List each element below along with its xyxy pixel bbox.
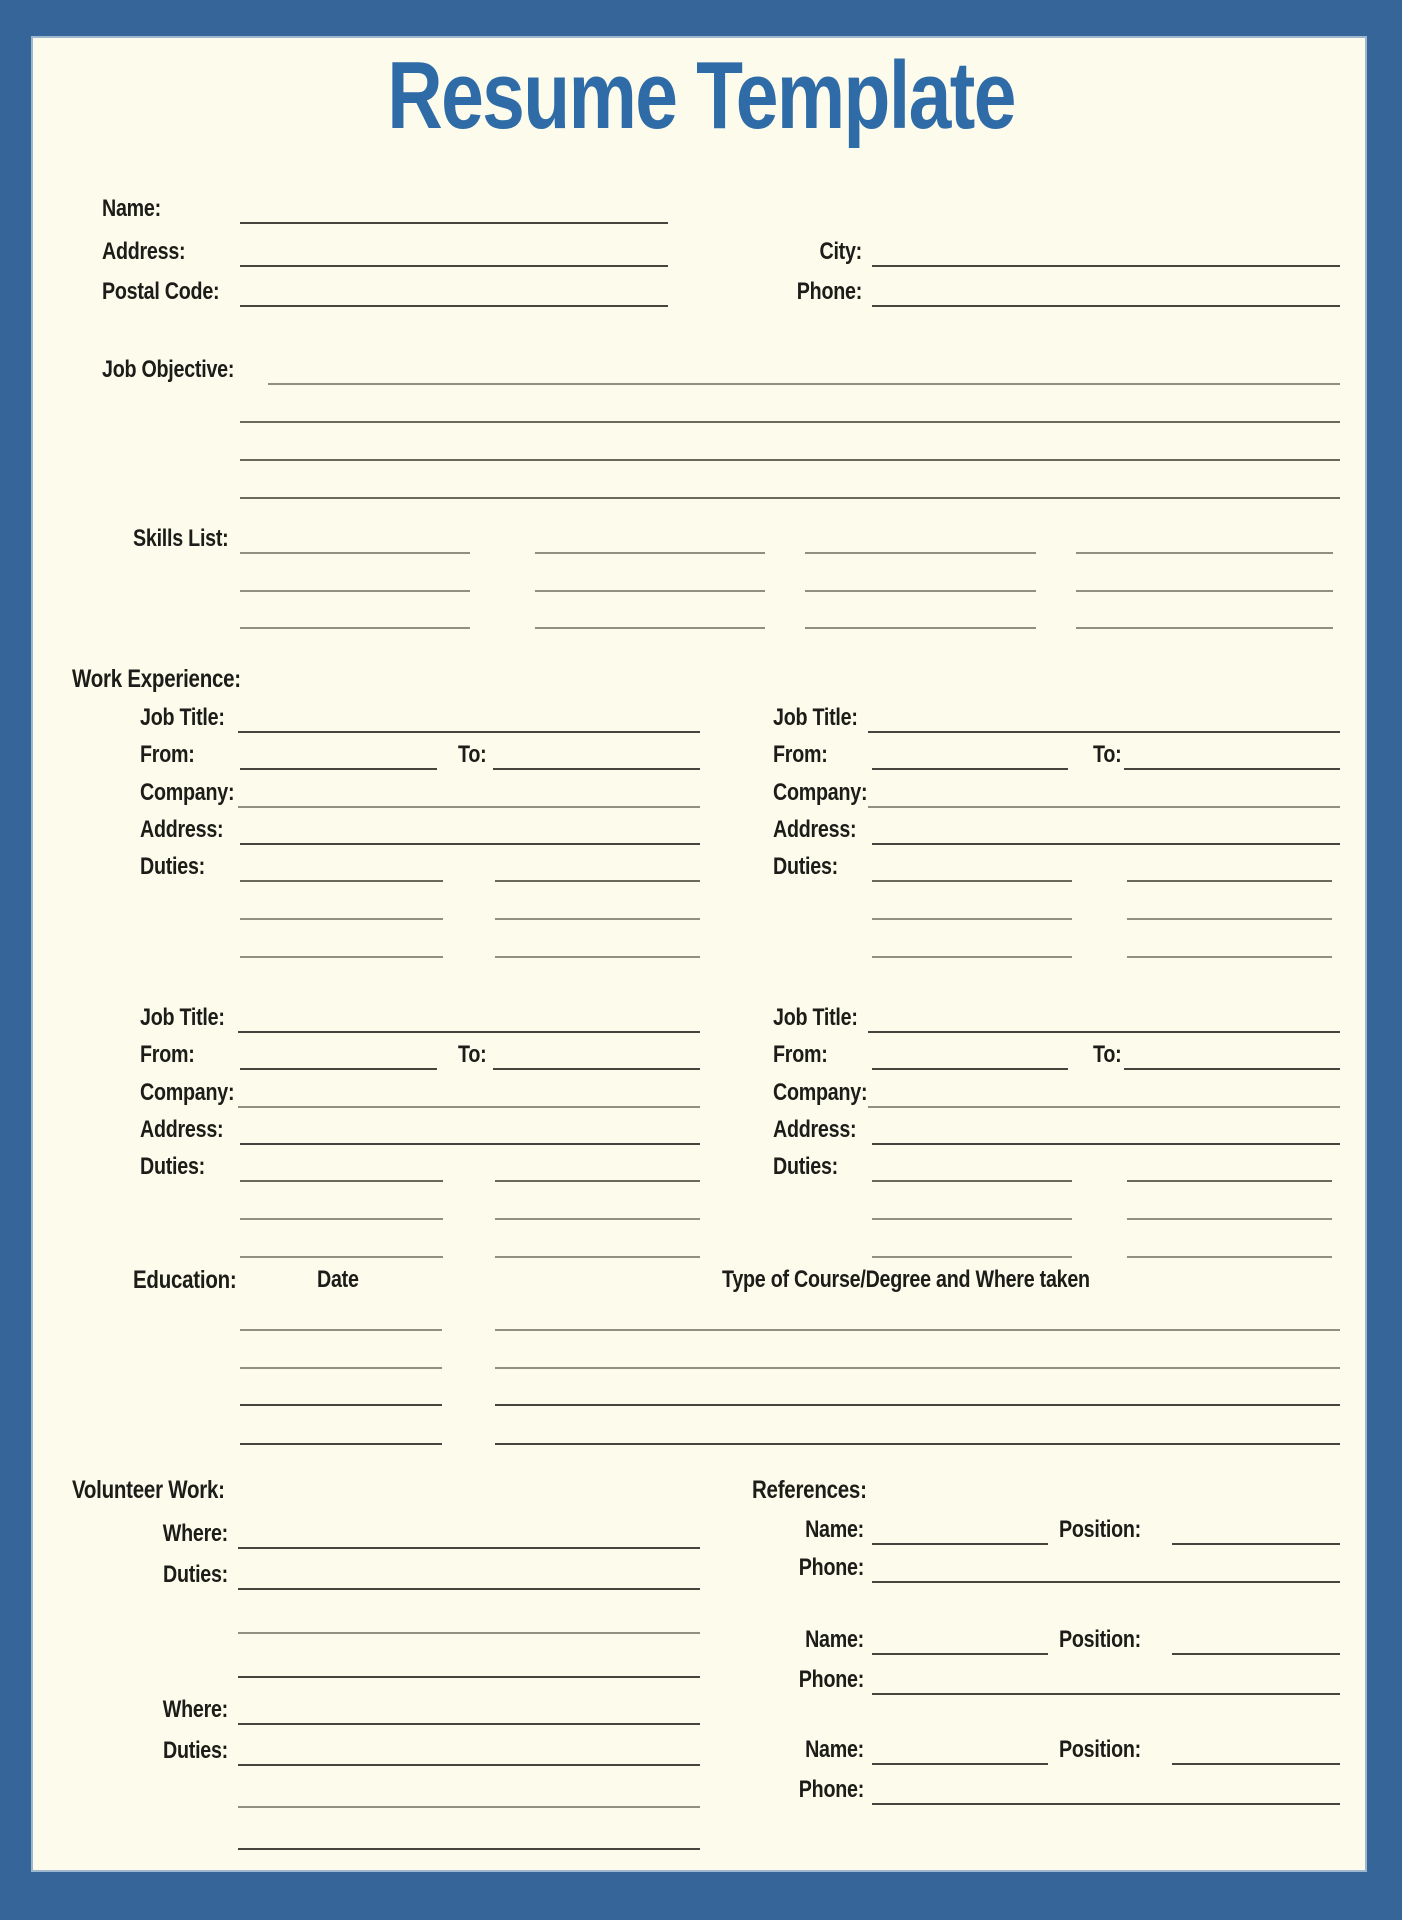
duties-line [495, 956, 700, 958]
duties-line [1127, 956, 1332, 958]
duties-line [240, 918, 443, 920]
address-label: Address: [140, 1116, 224, 1143]
skill-line [805, 590, 1036, 592]
duties-line [495, 880, 700, 882]
education-date-line [240, 1367, 442, 1369]
page-title: Resume Template [387, 42, 1015, 149]
reference-position-label: Position: [1059, 1626, 1141, 1653]
education-date-line [240, 1443, 442, 1445]
reference-position-line [1172, 1653, 1340, 1655]
reference-name-label: Name: [805, 1626, 864, 1653]
skill-line [240, 552, 470, 554]
where-label: Where: [162, 1520, 228, 1547]
skill-line [805, 627, 1036, 629]
address-line [872, 843, 1340, 845]
duties-line [872, 918, 1072, 920]
postal-code-line [240, 305, 668, 307]
skill-line [805, 552, 1036, 554]
references-label: References: [752, 1476, 867, 1504]
duties-label: Duties: [140, 853, 205, 880]
reference-phone-line [872, 1581, 1340, 1583]
skill-line [240, 627, 470, 629]
duties-line [238, 1676, 700, 1678]
name-line [240, 222, 668, 224]
job-title-label: Job Title: [140, 704, 225, 731]
skill-line [535, 552, 765, 554]
from-label: From: [773, 741, 828, 768]
address-line [240, 265, 668, 267]
address-line [240, 843, 700, 845]
duties-label: Duties: [163, 1737, 228, 1764]
company-line [868, 806, 1340, 808]
to-label: To: [1093, 741, 1122, 768]
reference-name-label: Name: [805, 1736, 864, 1763]
reference-position-label: Position: [1059, 1516, 1141, 1543]
job-title-label: Job Title: [773, 1004, 858, 1031]
address-label: Address: [773, 1116, 857, 1143]
education-date-header: Date [317, 1266, 359, 1293]
job-objective-label: Job Objective: [102, 356, 235, 383]
volunteer-work-label: Volunteer Work: [72, 1476, 225, 1504]
reference-phone-line [872, 1693, 1340, 1695]
name-label: Name: [102, 195, 161, 222]
job-title-label: Job Title: [773, 704, 858, 731]
skill-line [1076, 552, 1333, 554]
to-line [1124, 768, 1340, 770]
to-label: To: [1093, 1041, 1122, 1068]
duties-label: Duties: [163, 1561, 228, 1588]
duties-line [495, 918, 700, 920]
company-line [238, 806, 700, 808]
from-line [240, 1068, 437, 1070]
to-line [1124, 1068, 1340, 1070]
duties-line [238, 1806, 700, 1808]
duties-label: Duties: [140, 1153, 205, 1180]
job-title-line [238, 1031, 700, 1033]
job-title-line [868, 1031, 1340, 1033]
postal-code-label: Postal Code: [102, 278, 220, 305]
from-line [872, 1068, 1068, 1070]
reference-phone-line [872, 1803, 1340, 1805]
from-label: From: [773, 1041, 828, 1068]
duties-line [1127, 918, 1332, 920]
company-line [238, 1106, 700, 1108]
reference-phone-label: Phone: [798, 1666, 864, 1693]
duties-line [872, 956, 1072, 958]
skills-list-label: Skills List: [133, 525, 229, 552]
to-line [493, 768, 700, 770]
to-label: To: [458, 741, 487, 768]
reference-position-line [1172, 1763, 1340, 1765]
education-course-line [495, 1329, 1340, 1331]
duties-line [240, 880, 443, 882]
education-label: Education: [133, 1266, 237, 1294]
job-title-line [868, 731, 1340, 733]
job-objective-line [240, 497, 1340, 499]
job-objective-line [240, 421, 1340, 423]
reference-name-line [872, 1653, 1048, 1655]
duties-line [495, 1218, 700, 1220]
from-line [240, 768, 437, 770]
where-label: Where: [162, 1696, 228, 1723]
city-label: City: [819, 238, 862, 265]
skill-line [535, 590, 765, 592]
job-objective-line [268, 383, 1340, 385]
education-course-line [495, 1404, 1340, 1406]
reference-name-label: Name: [805, 1516, 864, 1543]
job-title-label: Job Title: [140, 1004, 225, 1031]
duties-line [238, 1764, 700, 1766]
duties-line [872, 1180, 1072, 1182]
duties-line [872, 1256, 1072, 1258]
skill-line [1076, 590, 1333, 592]
duties-line [240, 1218, 443, 1220]
address-label: Address: [102, 238, 186, 265]
address-line [240, 1143, 700, 1145]
duties-line [238, 1632, 700, 1634]
reference-phone-label: Phone: [798, 1776, 864, 1803]
address-label: Address: [773, 816, 857, 843]
duties-label: Duties: [773, 1153, 838, 1180]
company-label: Company: [140, 779, 235, 806]
from-label: From: [140, 741, 195, 768]
job-objective-line [240, 459, 1340, 461]
duties-line [238, 1588, 700, 1590]
education-date-line [240, 1404, 442, 1406]
skill-line [240, 590, 470, 592]
duties-line [1127, 1256, 1332, 1258]
skill-line [535, 627, 765, 629]
reference-name-line [872, 1543, 1048, 1545]
company-label: Company: [773, 1079, 868, 1106]
reference-position-line [1172, 1543, 1340, 1545]
duties-line [495, 1180, 700, 1182]
duties-line [238, 1848, 700, 1850]
duties-line [240, 1180, 443, 1182]
address-label: Address: [140, 816, 224, 843]
duties-line [495, 1256, 700, 1258]
where-line [238, 1723, 700, 1725]
from-label: From: [140, 1041, 195, 1068]
education-course-line [495, 1443, 1340, 1445]
duties-line [1127, 1180, 1332, 1182]
phone-label: Phone: [796, 278, 862, 305]
to-line [493, 1068, 700, 1070]
duties-line [1127, 1218, 1332, 1220]
phone-line [872, 305, 1340, 307]
paper-background [31, 36, 1367, 1872]
education-course-line [495, 1367, 1340, 1369]
education-course-header: Type of Course/Degree and Where taken [722, 1266, 1090, 1293]
duties-line [240, 956, 443, 958]
reference-position-label: Position: [1059, 1736, 1141, 1763]
from-line [872, 768, 1068, 770]
work-experience-label: Work Experience: [72, 665, 241, 693]
address-line [872, 1143, 1340, 1145]
duties-line [872, 1218, 1072, 1220]
company-label: Company: [140, 1079, 235, 1106]
duties-line [240, 1256, 443, 1258]
city-line [872, 265, 1340, 267]
reference-name-line [872, 1763, 1048, 1765]
duties-line [1127, 880, 1332, 882]
reference-phone-label: Phone: [798, 1554, 864, 1581]
duties-label: Duties: [773, 853, 838, 880]
to-label: To: [458, 1041, 487, 1068]
job-title-line [238, 731, 700, 733]
education-date-line [240, 1329, 442, 1331]
skill-line [1076, 627, 1333, 629]
company-label: Company: [773, 779, 868, 806]
company-line [868, 1106, 1340, 1108]
duties-line [872, 880, 1072, 882]
where-line [238, 1547, 700, 1549]
